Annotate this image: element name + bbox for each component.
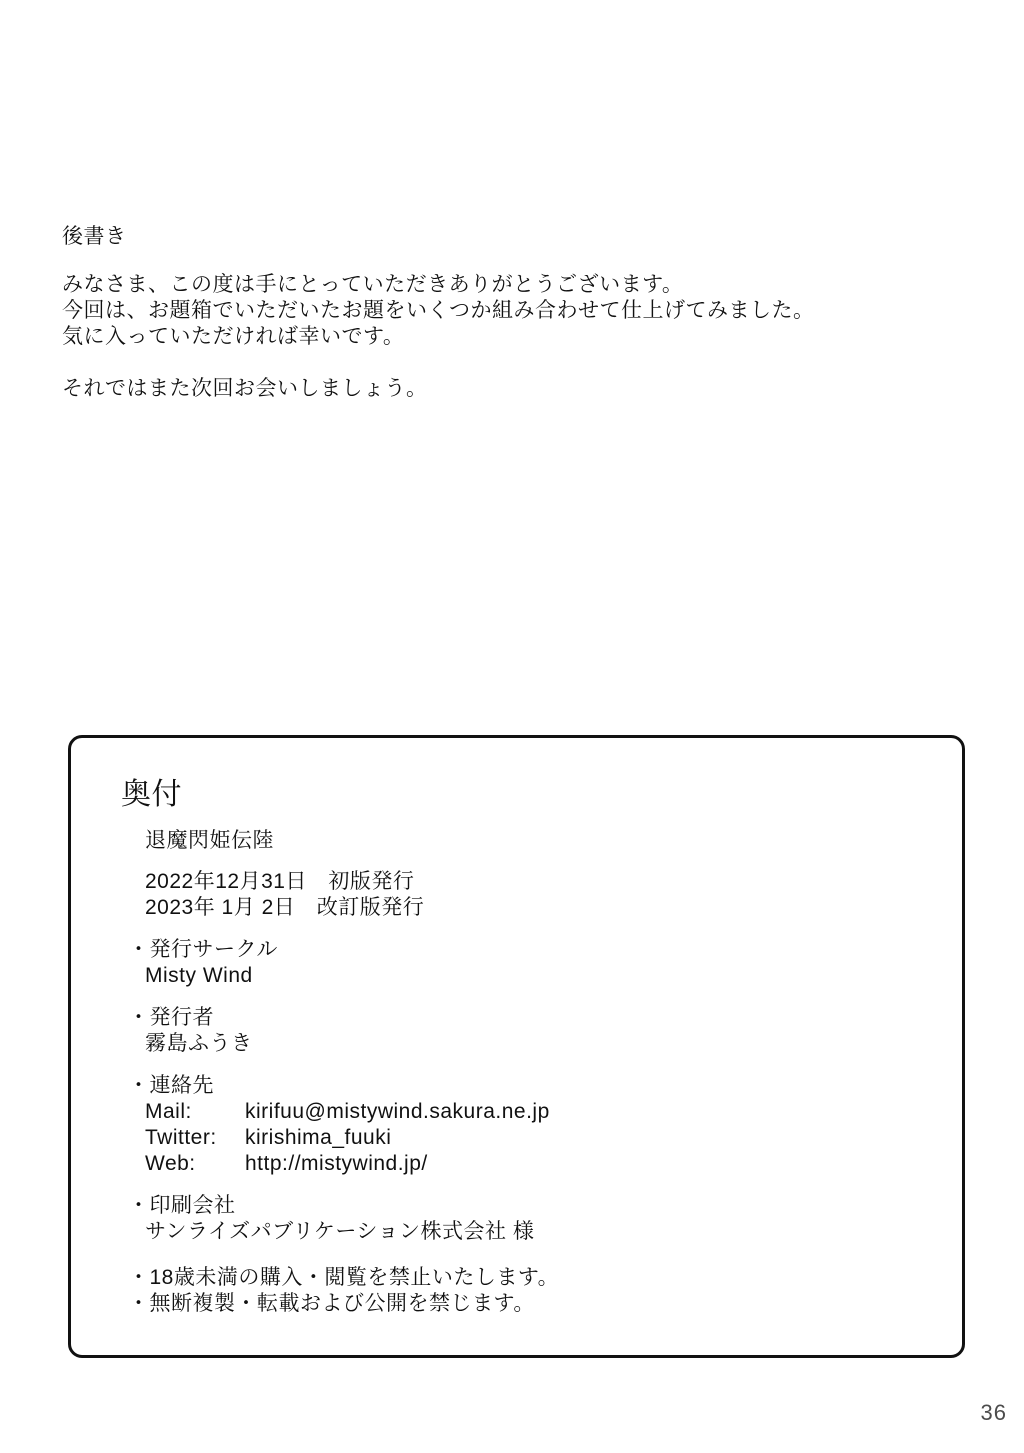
contact-row-twitter xyxy=(145,1125,932,1151)
legal-notices xyxy=(121,1265,932,1317)
afterword-section xyxy=(62,224,962,402)
publisher-entry xyxy=(121,1005,932,1057)
printer-label: ・印刷会社 xyxy=(128,1194,236,1217)
circle-name: Misty Wind xyxy=(145,964,253,987)
twitter-handle: kirishima_fuuki xyxy=(245,1126,392,1149)
afterword-paragraph xyxy=(62,272,962,350)
revised-edition-date: 2023年 1月 2日 改訂版発行 xyxy=(145,896,425,919)
colophon-box xyxy=(68,735,965,1358)
publisher-label: ・発行者 xyxy=(128,1006,214,1029)
edition-dates xyxy=(121,869,932,921)
age-restriction-notice: ・18歳未満の購入・閲覧を禁止いたします。 xyxy=(128,1266,560,1289)
printer-name: サンライズパブリケーション株式会社 様 xyxy=(145,1220,535,1243)
contact-row-mail xyxy=(145,1099,932,1125)
printer-entry xyxy=(121,1193,932,1245)
afterword-line: みなさま、この度は手にとっていただきありがとうございます。 xyxy=(62,273,684,296)
circle-entry xyxy=(121,937,932,989)
afterword-closing: それではまた次回お会いしましょう。 xyxy=(62,377,428,400)
contact-rows xyxy=(128,1099,932,1177)
colophon-heading: 奥付 xyxy=(121,778,182,811)
mail-address: kirifuu@mistywind.sakura.ne.jp xyxy=(245,1100,550,1123)
contact-label: ・連絡先 xyxy=(128,1074,214,1097)
mail-label: Mail: xyxy=(145,1100,192,1123)
no-reproduction-notice: ・無断複製・転載および公開を禁じます。 xyxy=(128,1292,535,1315)
web-url: http://mistywind.jp/ xyxy=(245,1152,428,1175)
twitter-label: Twitter: xyxy=(145,1126,217,1149)
page-number: 36 xyxy=(980,1400,1007,1425)
web-label: Web: xyxy=(145,1152,196,1175)
afterword-line: 気に入っていただければ幸いです。 xyxy=(62,325,405,348)
first-edition-date: 2022年12月31日 初版発行 xyxy=(145,870,415,893)
afterword-line: 今回は、お題箱でいただいたお題をいくつか組み合わせて仕上げてみました。 xyxy=(62,299,815,322)
afterword-heading: 後書き xyxy=(62,225,127,248)
contact-entry xyxy=(121,1073,932,1177)
circle-label: ・発行サークル xyxy=(128,938,278,961)
contact-row-web xyxy=(145,1151,932,1177)
book-title: 退魔閃姫伝陸 xyxy=(145,829,274,852)
publisher-name: 霧島ふうき xyxy=(145,1032,253,1055)
